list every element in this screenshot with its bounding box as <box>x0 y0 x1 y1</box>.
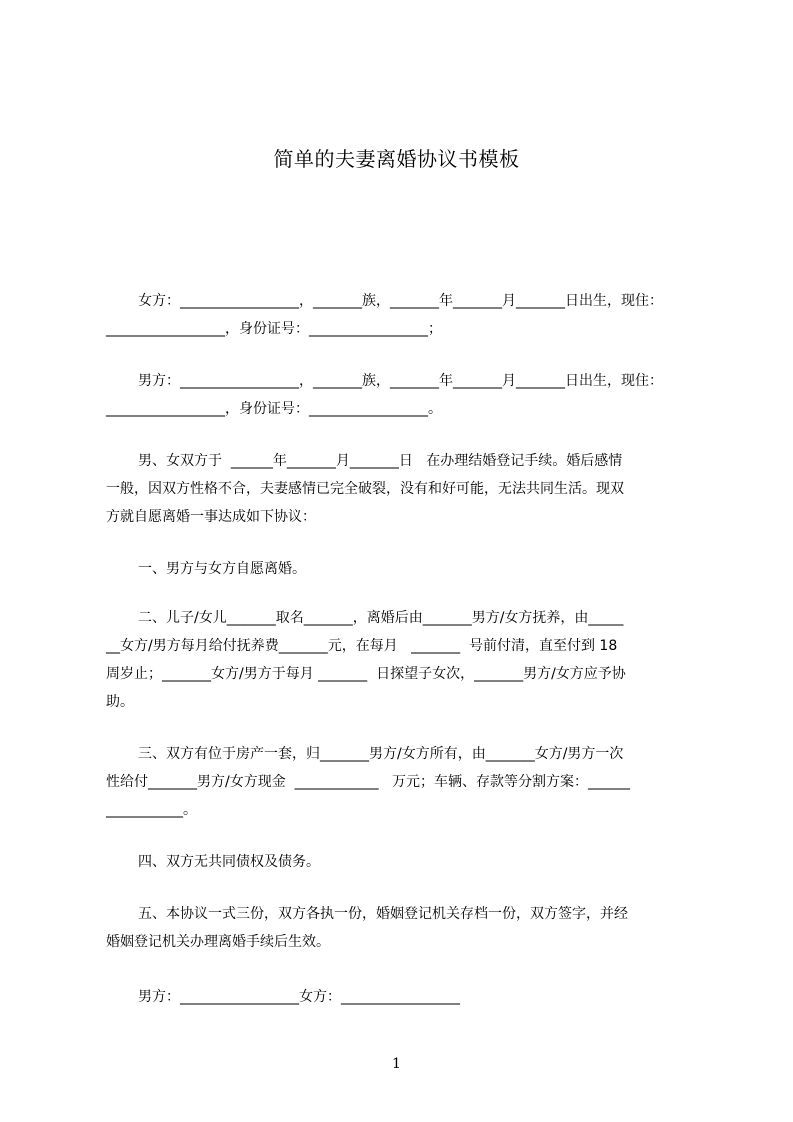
paragraph-line: 三、双方有位于房产一套，归_______男方/女方所有，由_______女方/男方一次 <box>138 746 624 762</box>
paragraph-line: __女方/男方每月给付抚养费_______元，在每月 _______ 号前付清，直至付到 18 <box>106 638 618 654</box>
paragraph-line: 婚姻登记机关办理离婚手续后生效。 <box>106 934 330 950</box>
paragraph-line: 二、儿子/女儿_______取名_______，离婚后由_______男方/女方抚养，由_____ <box>138 610 624 626</box>
paragraph-line: 助。 <box>106 694 134 710</box>
paragraph-line: ___________。 <box>106 802 197 818</box>
paragraph-line: 女方：_________________，_______族，_______年_______月_______日出生，现住： <box>138 293 663 309</box>
paragraph-line: 方就自愿离婚一事达成如下协议： <box>106 509 316 525</box>
signature-line: 男方：_________________女方：_________________ <box>138 989 460 1005</box>
page-title: 简单的夫妻离婚协议书模板 <box>273 147 520 171</box>
paragraph-line: 五、本协议一式三份，双方各执一份，婚姻登记机关存档一份，双方签字，并经 <box>138 906 628 922</box>
paragraph-line: 性给付_______男方/女方现金 ____________ 万元；车辆、存款等分割方案：______ <box>106 774 630 790</box>
paragraph-line: _________________，身份证号：_________________。 <box>106 401 442 417</box>
paragraph-line: 一、男方与女方自愿离婚。 <box>138 561 306 577</box>
paragraph-line: 男方：_________________，_______族，_______年_______月_______日出生，现住： <box>138 373 663 389</box>
paragraph-line: 四、双方无共同债权及债务。 <box>138 854 320 870</box>
paragraph-line: 男、女双方于 ______年_______月_______日 在办理结婚登记手续。婚后感情 <box>138 453 623 469</box>
paragraph-line: 一般，因双方性格不合，夫妻感情已完全破裂，没有和好可能，无法共同生活。现双 <box>106 481 624 497</box>
paragraph-line: 周岁止；_______女方/男方于每月 _______ 日探望子女次，_______男方/女方应予协 <box>106 666 626 682</box>
paragraph-line: _________________，身份证号：_________________； <box>106 321 442 337</box>
page-number: 1 <box>392 1056 401 1072</box>
